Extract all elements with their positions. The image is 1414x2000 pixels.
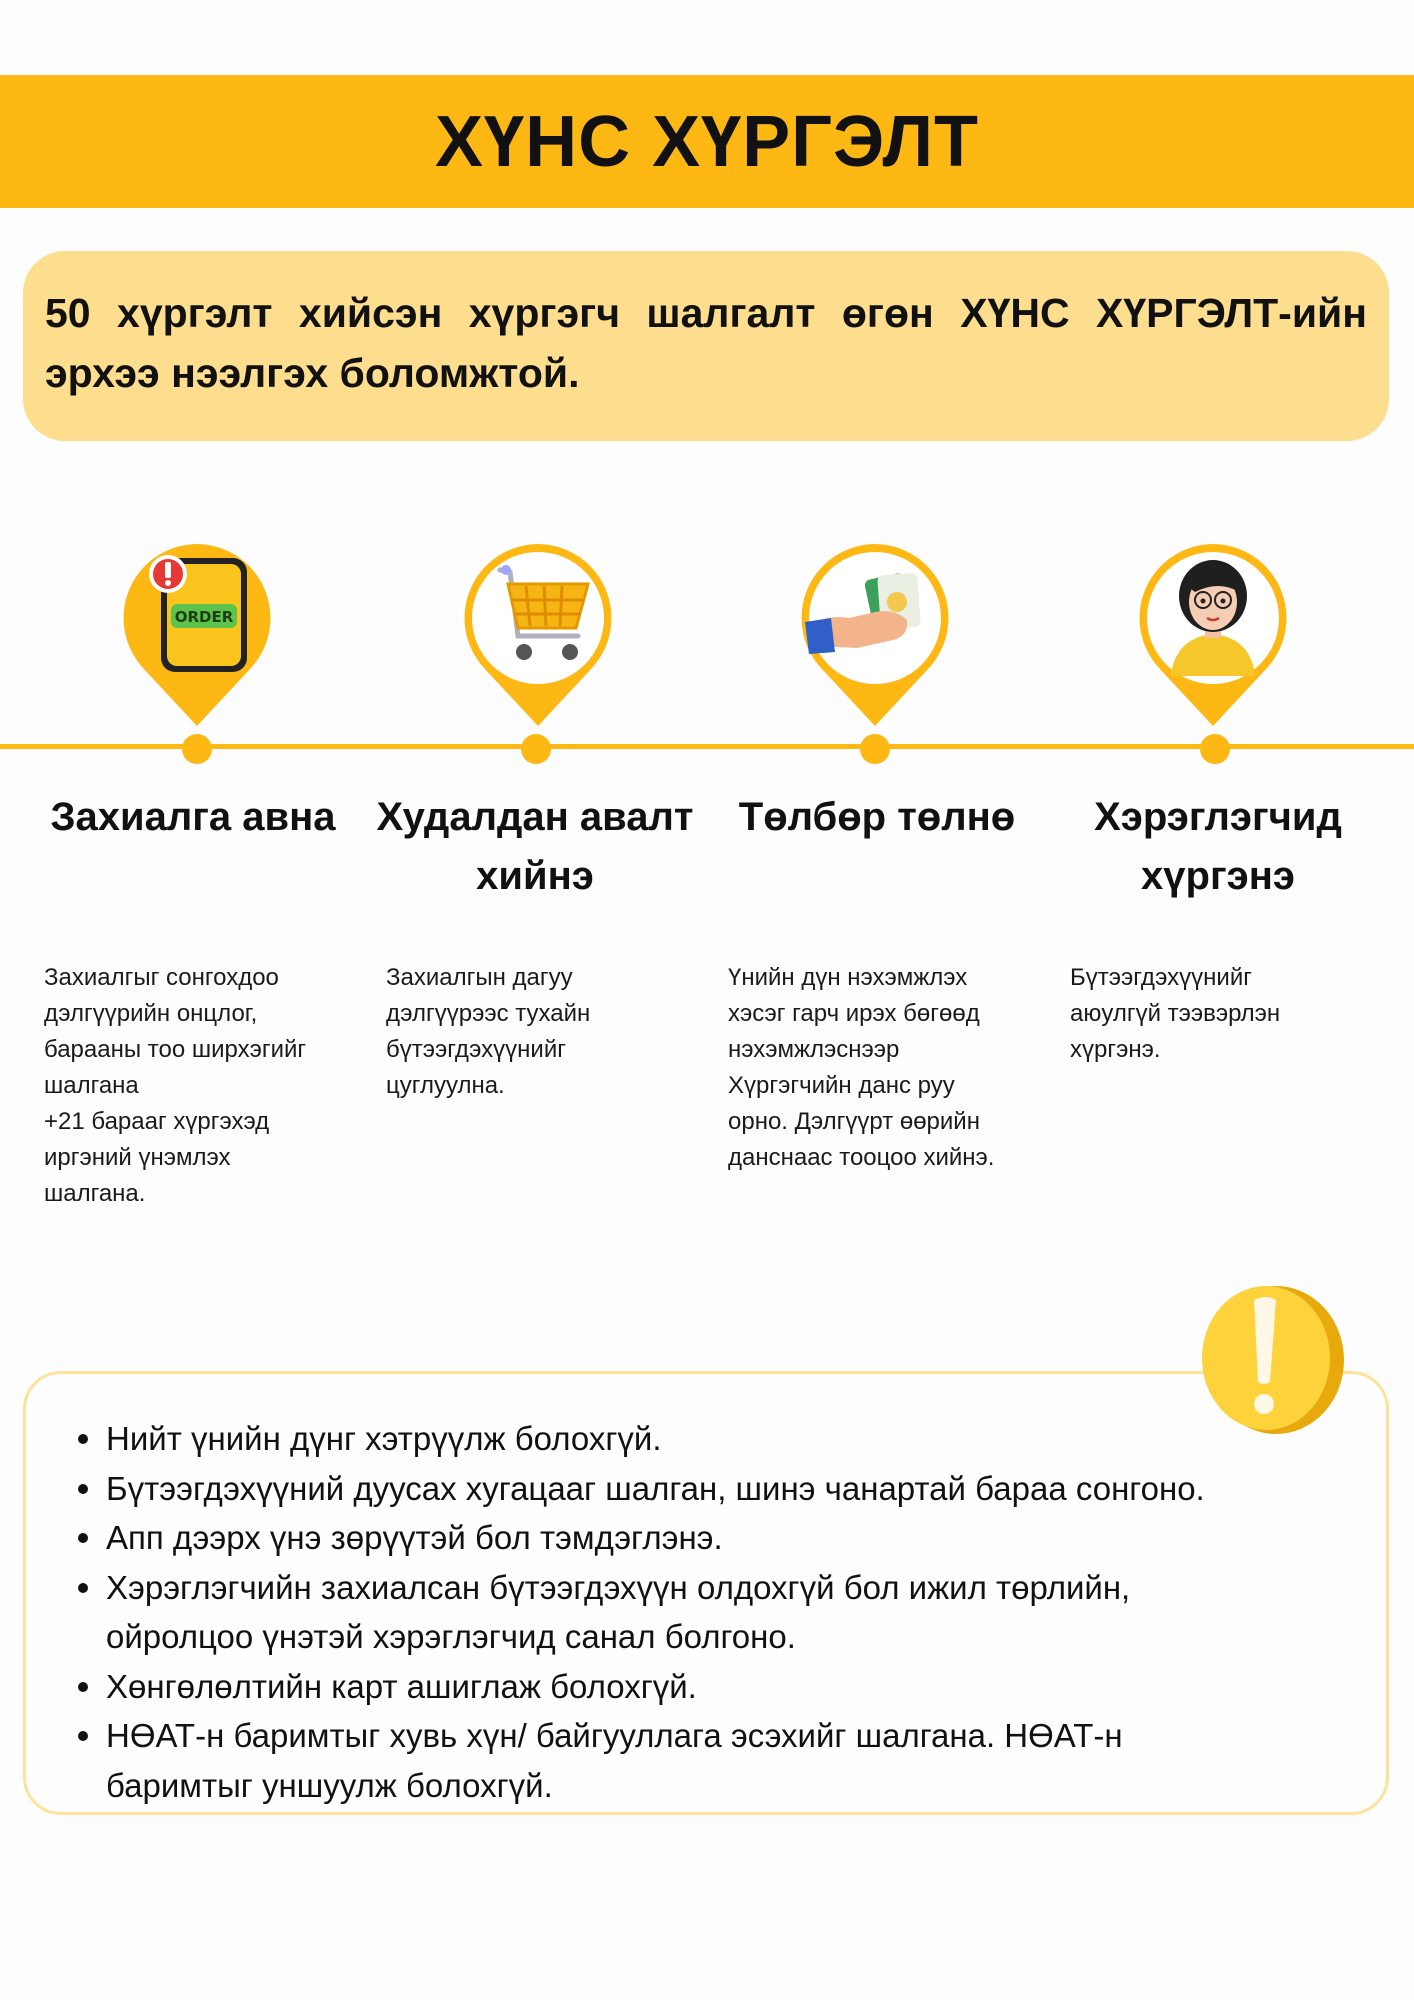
customer-avatar-icon — [1135, 540, 1291, 730]
step-1-title: Захиалга авна — [50, 795, 336, 839]
shopping-cart-icon — [460, 540, 616, 730]
step-4-description: Бүтээгдэхүүнийг аюулгүй тээвэрлэн хүргэнэ. — [1070, 964, 1281, 1063]
rule-item: Апп дээрх үнэ зөрүүтэй бол тэмдэглэнэ. — [106, 1513, 1386, 1563]
timeline-dot-2 — [521, 734, 551, 764]
rule-item: НӨАТ-н баримтыг хувь хүн/ байгууллага эсэхийг шалгана. НӨАТ-н баримтыг уншуулж болохгүй. — [106, 1711, 1386, 1810]
step-1-description: Захиалгыг сонгохдоо дэлгүүрийн онцлог, барааны тоо ширхэгийг шалгана +21 барааг хүргэхэд иргэний үнэмлэх шалгана. — [44, 964, 307, 1207]
timeline-dot-1 — [182, 734, 212, 764]
order-label: ORDER — [174, 608, 234, 626]
step-2-description: Захиалгын дагуу дэлгүүрээс тухайн бүтээгдэхүүнийг цуглуулна. — [386, 964, 591, 1099]
rule-item: Бүтээгдэхүүний дуусах хугацааг шалган, шинэ чанартай бараа сонгоно. — [106, 1464, 1386, 1514]
payment-hand-icon — [797, 540, 953, 730]
order-phone-icon — [119, 540, 275, 730]
rule-item: Нийт үнийн дүнг хэтрүүлж болохгүй. — [106, 1414, 1386, 1464]
rules-list — [26, 1374, 1386, 1810]
step-3-title: Төлбөр төлнө — [738, 795, 1016, 839]
step-2-title: Худалдан авалт хийнэ — [376, 795, 694, 898]
exclamation-icon — [1196, 1278, 1346, 1438]
intro-text: 50 хүргэлт хийсэн хүргэгч шалгалт өгөн ХҮНС ХҮРГЭЛТ-ийн эрхээ нээлгэх боломжтой. — [45, 290, 1367, 396]
header-band — [0, 75, 1414, 208]
page-title: ХҮНС ХҮРГЭЛТ — [435, 101, 979, 182]
step-3-description: Үнийн дүн нэхэмжлэх хэсэг гарч ирэх бөгөөд нэхэмжлэснээр Хүргэгчийн данс руу орно. Дэлгүүрт өөрийн данснаас тооцоо хийнэ. — [728, 964, 995, 1171]
intro-box — [23, 251, 1389, 441]
rule-item: Хэрэглэгчийн захиалсан бүтээгдэхүүн олдохгүй бол ижил төрлийн, ойролцоо үнэтэй хэрэглэгчид санал болгоно. — [106, 1563, 1386, 1662]
timeline-dot-3 — [860, 734, 890, 764]
rules-box — [23, 1371, 1389, 1815]
step-4-title: Хэрэглэгчид хүргэнэ — [1094, 795, 1342, 898]
rule-item: Хөнгөлөлтийн карт ашиглаж болохгүй. — [106, 1662, 1386, 1712]
timeline-dot-4 — [1200, 734, 1230, 764]
